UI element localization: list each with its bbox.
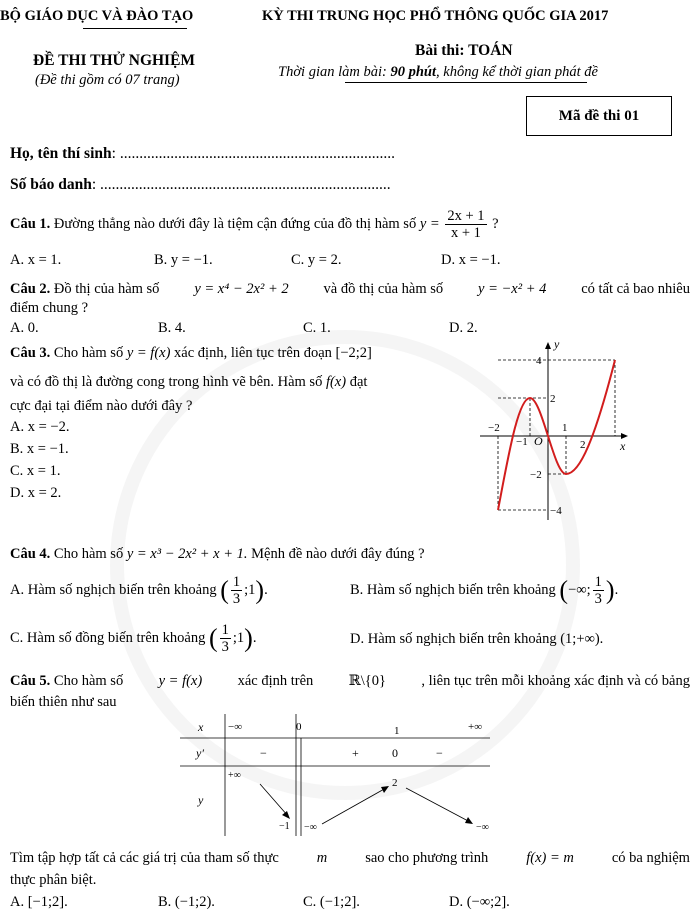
exam-type: ĐỀ THI THỬ NGHIỆM (33, 52, 196, 69)
q1-fraction: $\frac{2x + 1}{x + 1}$ (447, 208, 485, 241)
yprime-sign-2: + (352, 746, 359, 760)
function-curve (498, 360, 615, 510)
x-val-1: 1 (394, 725, 400, 737)
q4-option-d[interactable]: D. Hàm số nghịch biến trên khoảng (1;+∞). (350, 631, 604, 647)
y-axis-arrow (545, 342, 551, 349)
x-val-neg-inf: −∞ (228, 721, 243, 733)
question-2: Câu 2. Đồ thị của hàm số y = x⁴ − 2x² + 2 và đồ thị của hàm số y = −x² + 4 có tất cả bao nhiêu (10, 281, 690, 297)
q3-option-a[interactable]: A. x = −2. (10, 419, 70, 435)
q2-option-c[interactable]: C. 1. (303, 320, 331, 336)
yprime-zero: 0 (392, 746, 398, 760)
x-val-pos-inf: +∞ (468, 721, 483, 733)
arrow-up (322, 788, 386, 824)
q5-line2: biến thiên như sau (10, 694, 117, 710)
row-label-y: y (198, 793, 204, 807)
q2-option-b[interactable]: B. 4. (158, 320, 186, 336)
question-5: Câu 5. Cho hàm số y = f(x) xác định trên ℝ\{0} , liên tục trên mỗi khoảng xác định và có bảng (10, 673, 690, 689)
x-val-0: 0 (296, 721, 302, 733)
candidate-name-line: Họ, tên thí sinh: ....................................................................... (10, 145, 395, 162)
x-label: x (620, 439, 626, 453)
q1-option-a[interactable]: A. x = 1. (10, 252, 62, 268)
question-3: Câu 3. Cho hàm số y = f(x) xác định, liên tục trên đoạn [−2;2] (10, 345, 372, 361)
tick-x-neg2: −2 (488, 422, 500, 434)
tick-x-neg1: −1 (516, 436, 528, 448)
y-val-neg-inf-1: −∞ (304, 822, 317, 833)
question-4: Câu 4. Cho hàm số y = x³ − 2x² + x + 1. Mệnh đề nào dưới đây đúng ? (10, 546, 425, 562)
candidate-id-line: Số báo danh: ........................................................................... (10, 176, 391, 193)
q4-option-b[interactable]: B. Hàm số nghịch biến trên khoảng (−∞; $\frac{1}{3}$ ). (350, 574, 619, 607)
row-label-x: x (198, 720, 204, 734)
q1-option-c[interactable]: C. y = 2. (291, 252, 342, 268)
tick-x-2: 2 (580, 439, 586, 451)
q2-option-d[interactable]: D. 2. (449, 320, 478, 336)
q2-option-a[interactable]: A. 0. (10, 320, 39, 336)
yprime-sign-1: − (260, 746, 267, 760)
y-label: y (554, 338, 560, 351)
arrow-down-2 (406, 788, 470, 822)
exam-name: KỲ THI TRUNG HỌC PHỔ THÔNG QUỐC GIA 2017 (262, 8, 609, 24)
tick-x-1: 1 (562, 422, 568, 434)
q3-option-b[interactable]: B. x = −1. (10, 441, 69, 457)
y-val-neg-inf-2: −∞ (476, 822, 489, 833)
exam-code-box: Mã đề thi 01 (526, 96, 672, 136)
subject-title: Bài thi: TOÁN (415, 42, 513, 59)
q3-line3: cực đại tại điểm nào dưới đây ? (10, 398, 193, 414)
q3-option-c[interactable]: C. x = 1. (10, 463, 61, 479)
time-underline (345, 82, 587, 83)
y-val-2: 2 (392, 777, 398, 789)
q4-option-c[interactable]: C. Hàm số đồng biến trên khoảng ( $\frac{1}{3}$ ;1). (10, 622, 257, 655)
q1-option-d[interactable]: D. x = −1. (441, 252, 501, 268)
q3-option-d[interactable]: D. x = 2. (10, 485, 62, 501)
q3-line2: và có đồ thị là đường cong trong hình vẽ bên. Hàm số f(x) đạt (10, 374, 368, 390)
y-val-pos-inf: +∞ (228, 770, 241, 781)
ministry-underline (83, 28, 187, 29)
q5-option-c[interactable]: C. (−1;2]. (303, 894, 360, 910)
time-note: Thời gian làm bài: 90 phút, không kể thời gian phát đề (278, 64, 598, 80)
variation-table (180, 714, 500, 838)
q2-line2: điểm chung ? (10, 300, 89, 316)
arrow-down-1 (260, 784, 288, 816)
row-label-yprime: y′ (196, 746, 204, 760)
tick-y-4: 4 (536, 355, 542, 367)
question-1: Câu 1. Đường thẳng nào dưới đây là tiệm cận đứng của đồ thị hàm số y = $\frac{2x + 1}{x + 1}$ ? (10, 208, 499, 241)
q4-option-a[interactable]: A. Hàm số nghịch biến trên khoảng ( $\frac{1}{3}$ ;1). (10, 574, 268, 607)
q5-option-a[interactable]: A. [−1;2]. (10, 894, 68, 910)
q5-line4: thực phân biệt. (10, 872, 97, 888)
q5-option-b[interactable]: B. (−1;2). (158, 894, 215, 910)
tick-y-neg4: −4 (550, 505, 562, 517)
q3-graph (470, 338, 630, 523)
q1-option-b[interactable]: B. y = −1. (154, 252, 213, 268)
yprime-sign-3: − (436, 746, 443, 760)
tick-y-neg2: −2 (530, 469, 542, 481)
ministry-title: BỘ GIÁO DỤC VÀ ĐÀO TẠO (0, 8, 194, 24)
q5-question-line: Tìm tập hợp tất cả các giá trị của tham số thực m sao cho phương trình f(x) = m có ba nghiệm (10, 850, 690, 866)
origin-label: O (534, 434, 543, 448)
graph-guides (498, 360, 615, 510)
y-val-neg1: −1 (279, 821, 290, 832)
pages-note: (Đề thi gồm có 07 trang) (35, 72, 180, 88)
q5-option-d[interactable]: D. (−∞;2]. (449, 894, 510, 910)
tick-y-2: 2 (550, 393, 556, 405)
